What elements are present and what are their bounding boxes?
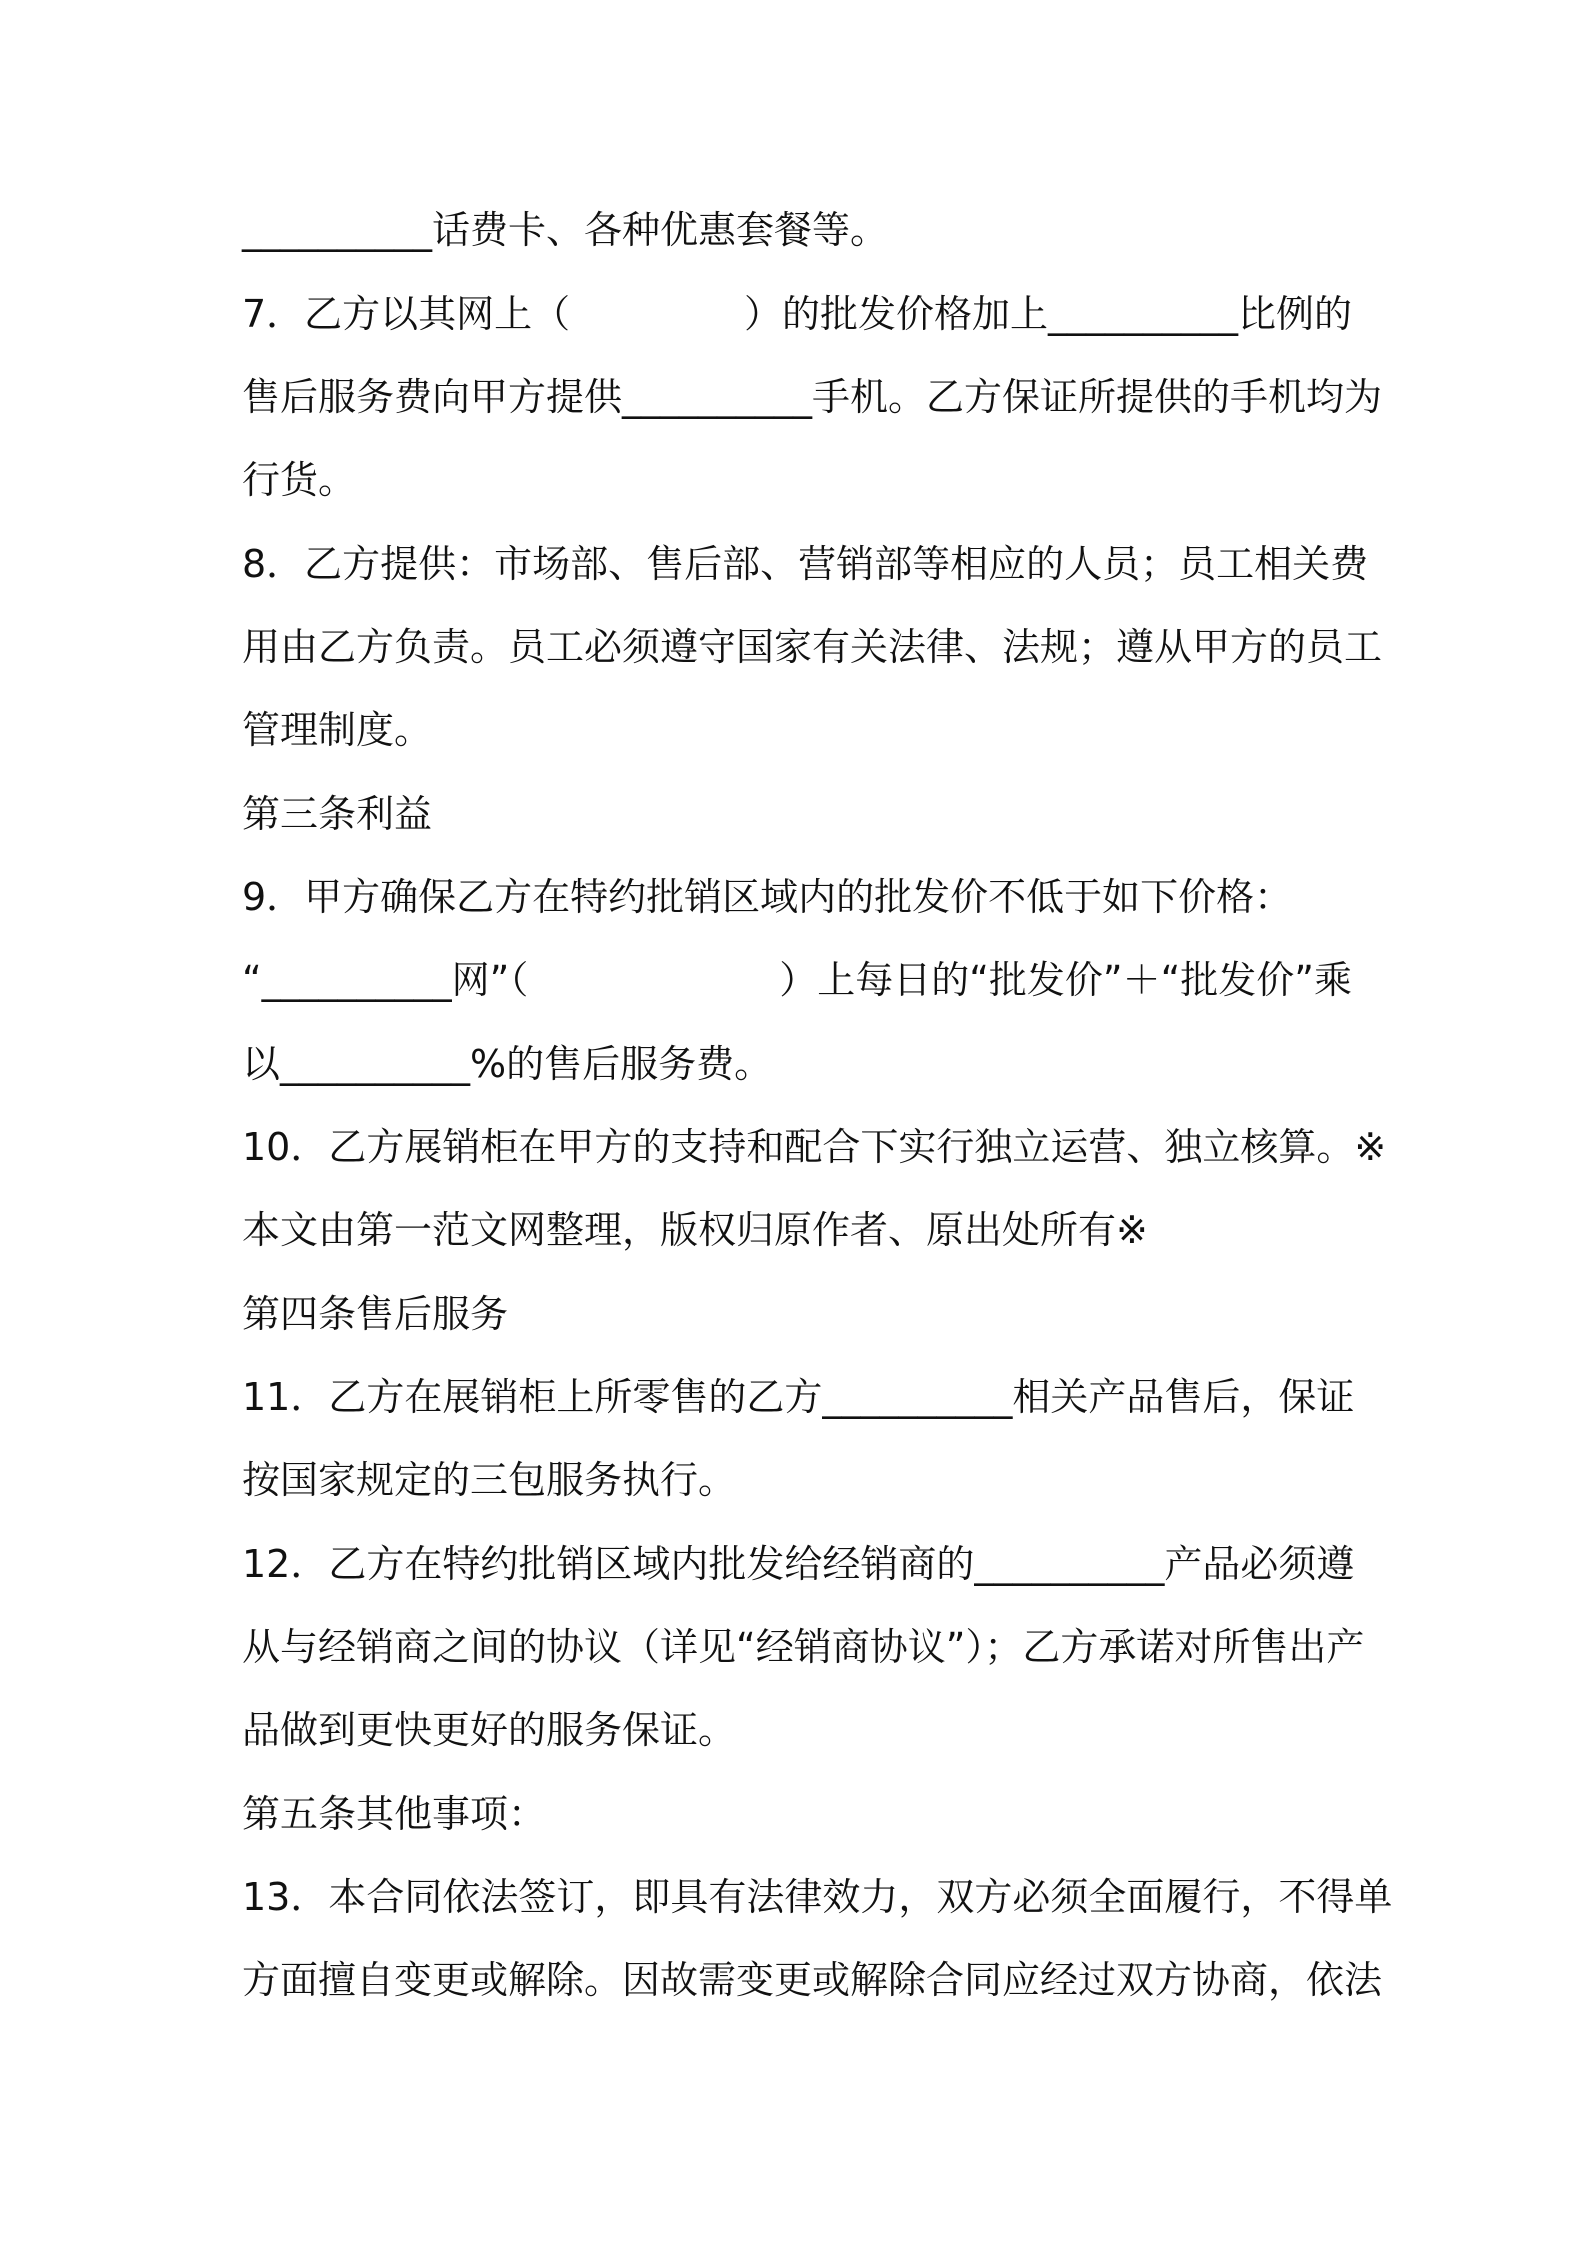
text-line: 售后服务费向甲方提供__________手机。乙方保证所提供的手机均为 xyxy=(242,375,1383,419)
text-line: 本文由第一范文网整理，版权归原作者、原出处所有※ xyxy=(242,1208,1148,1252)
text-line: 11．乙方在展销柜上所零售的乙方__________相关产品售后，保证 xyxy=(242,1375,1355,1419)
section-heading: 第三条利益 xyxy=(242,792,433,836)
text-segment: “__________网”（ xyxy=(242,958,529,1002)
text-line: 按国家规定的三包服务执行。 xyxy=(242,1458,737,1502)
text-line: 13．本合同依法签订，即具有法律效力，双方必须全面履行，不得单 xyxy=(242,1875,1393,1919)
text-segment: ）上每日的“批发价”＋“批发价”乘 xyxy=(779,958,1352,1002)
text-line: 从与经销商之间的协议（详见“经销商协议”）；乙方承诺对所售出产 xyxy=(242,1625,1365,1669)
text-line: 品做到更快更好的服务保证。 xyxy=(242,1708,737,1752)
text-line: 9．甲方确保乙方在特约批销区域内的批发价不低于如下价格： xyxy=(242,875,1293,919)
text-line: 10．乙方展销柜在甲方的支持和配合下实行独立运营、独立核算。※ xyxy=(242,1125,1387,1169)
text-segment: 7．乙方以其网上（ xyxy=(242,292,571,336)
text-line: 用由乙方负责。员工必须遵守国家有关法律、法规；遵从甲方的员工 xyxy=(242,625,1383,669)
text-line: 以__________%的售后服务费。 xyxy=(242,1042,773,1086)
text-line: 8．乙方提供：市场部、售后部、营销部等相应的人员；员工相关费 xyxy=(242,542,1369,586)
text-line xyxy=(242,950,1352,1010)
text-line: 12．乙方在特约批销区域内批发给经销商的__________产品必须遵 xyxy=(242,1542,1355,1586)
text-segment: ）的批发价格加上__________比例的 xyxy=(743,292,1352,336)
text-line: __________话费卡、各种优惠套餐等。 xyxy=(242,208,889,252)
section-heading: 第五条其他事项： xyxy=(242,1792,547,1836)
text-line: 管理制度。 xyxy=(242,708,433,752)
text-line xyxy=(242,284,1352,344)
section-heading: 第四条售后服务 xyxy=(242,1292,509,1336)
text-line: 行货。 xyxy=(242,458,357,502)
text-line: 方面擅自变更或解除。因故需变更或解除合同应经过双方协商，依法 xyxy=(242,1958,1383,2002)
